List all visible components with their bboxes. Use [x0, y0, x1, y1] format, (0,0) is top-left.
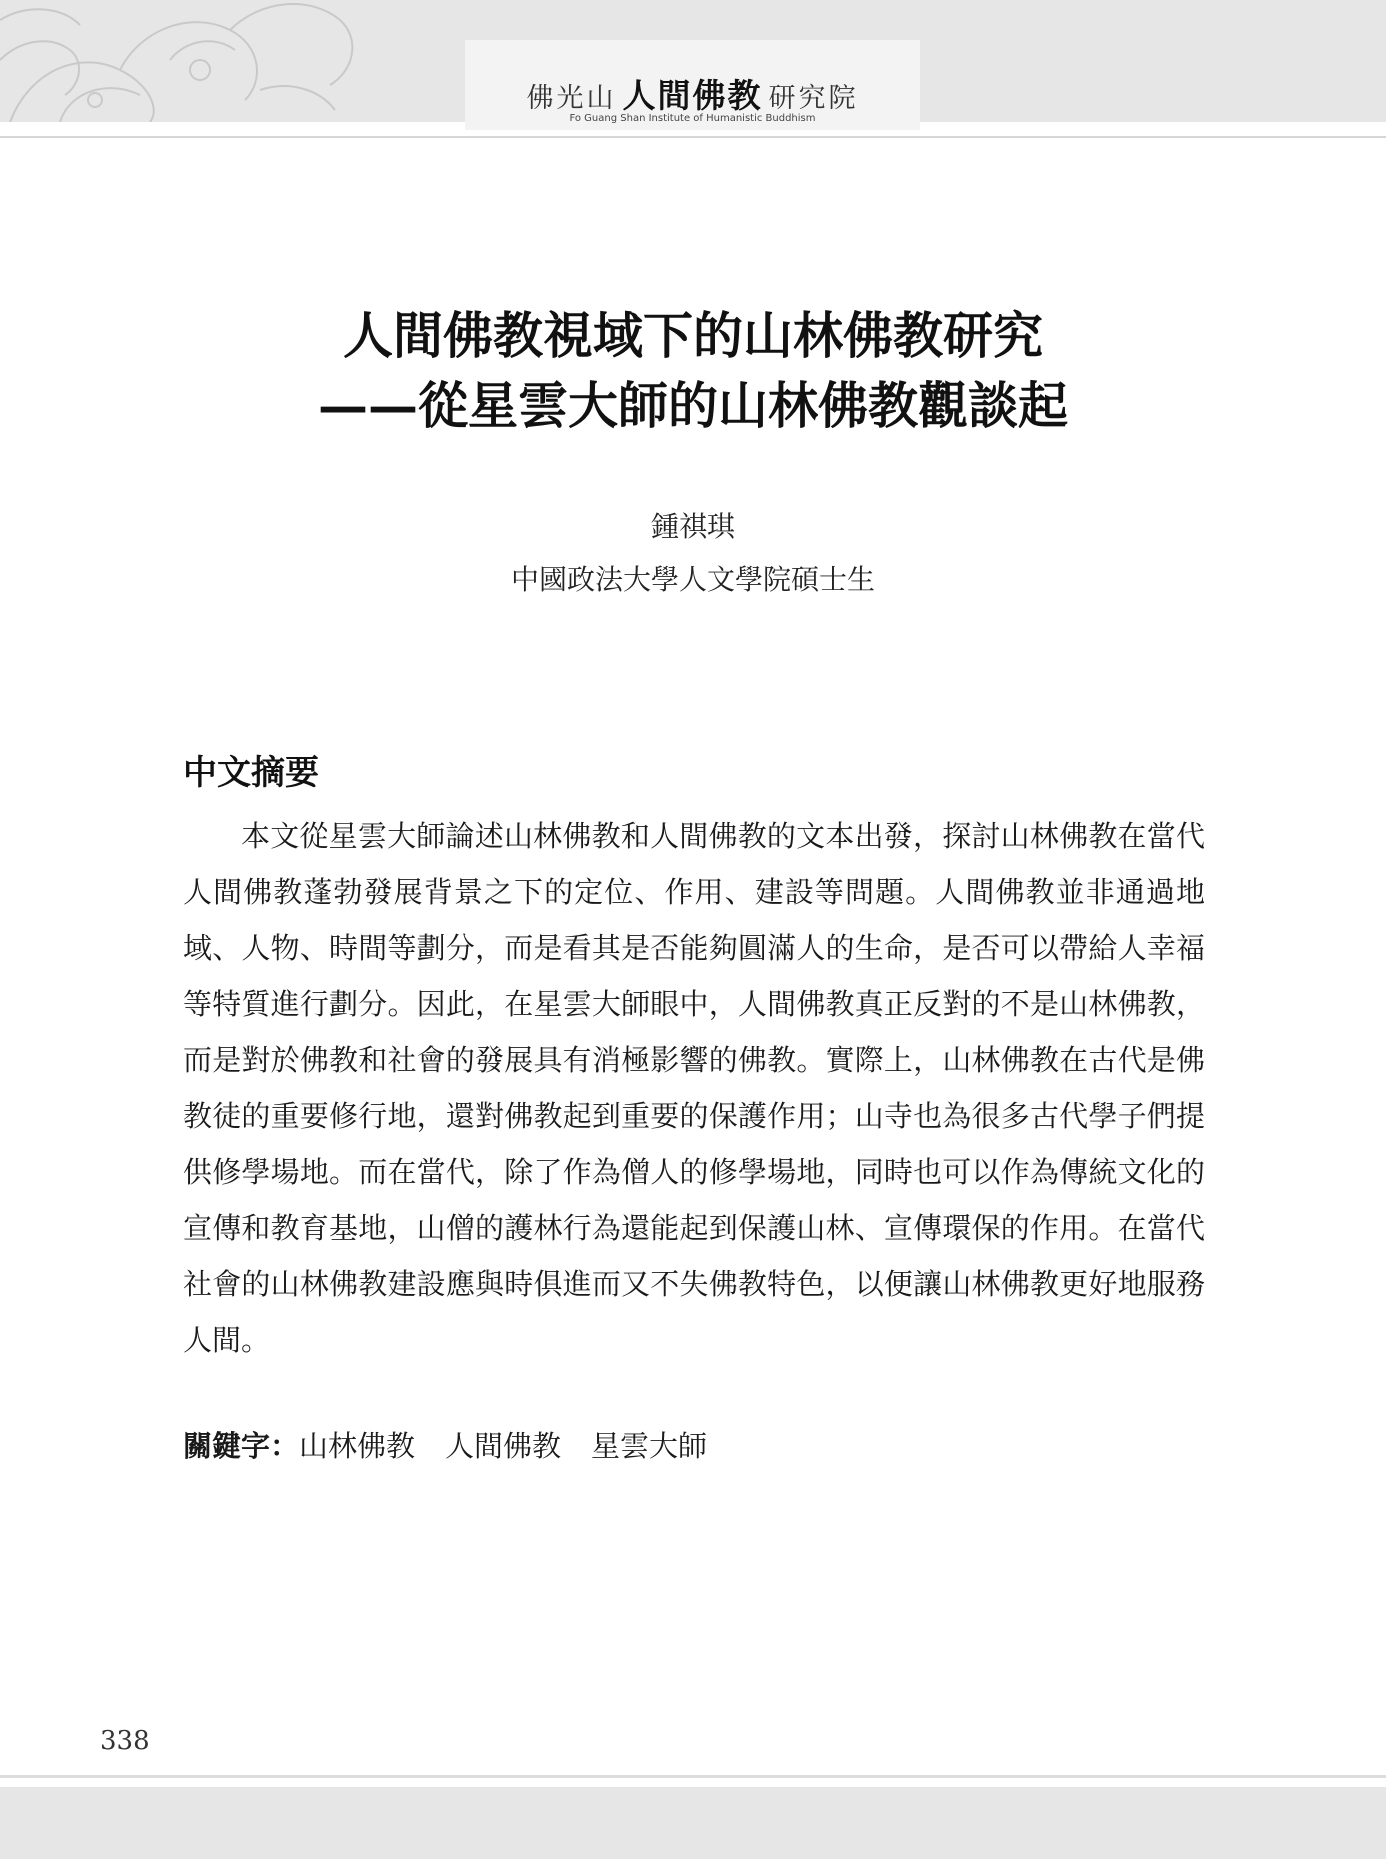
article-subtitle: ——從星雲大師的山林佛教觀談起	[318, 376, 1068, 435]
header-divider	[0, 136, 1386, 138]
keyword-item: 星雲大師	[591, 1429, 708, 1463]
header-calligraphy: 人間佛教	[622, 76, 763, 115]
article-title: 人間佛教視域下的山林佛教研究	[343, 306, 1043, 365]
header-logo-box	[465, 40, 920, 130]
keywords-label: 關鍵字：	[183, 1429, 300, 1463]
institute-name	[465, 70, 920, 117]
footer-band	[0, 1787, 1386, 1859]
keyword-item: 山林佛教	[299, 1429, 416, 1463]
page-number: 338	[100, 1726, 150, 1756]
institute-english-name: Fo Guang Shan Institute of Humanistic Buddhism	[569, 113, 816, 124]
footer-divider	[0, 1775, 1386, 1778]
author-name: 鍾祺琪	[650, 510, 735, 543]
author-affiliation: 中國政法大學人文學院碩士生	[510, 563, 875, 596]
keyword-item: 人間佛教	[445, 1429, 562, 1463]
keywords-line	[183, 1424, 737, 1465]
abstract-body: 本文從星雲大師論述山林佛教和人間佛教的文本出發，探討山林佛教在當代人間佛教蓬勃發展背景之下的定位、作用、建設等問題。人間佛教並非通過地域、人物、時間等劃分，而是看其是否能夠圓滿人的生命，是否可以帶給人幸福等特質進行劃分。因此，在星雲大師眼中，人間佛教真正反對的不是山林佛教，而是對於佛教和社會的發展具有消極影響的佛教。實際上，山林佛教在古代是佛教徒的重要修行地，還對佛教起到重要的保護作用；山寺也為很多古代學子們提供修學場地。而在當代，除了作為僧人的修學場地，同時也可以作為傳統文化的宣傳和教育基地，山僧的護林行為還能起到保護山林、宣傳環保的作用。在當代社會的山林佛教建設應與時俱進而又不失佛教特色，以便讓山林佛教更好地服務人間。	[183, 819, 1205, 1357]
header-right-text: 研究院	[768, 83, 859, 114]
lotus-ornament-icon	[0, 0, 380, 122]
header-left-text: 佛光山	[526, 83, 617, 114]
abstract-heading: 中文摘要	[183, 753, 319, 793]
